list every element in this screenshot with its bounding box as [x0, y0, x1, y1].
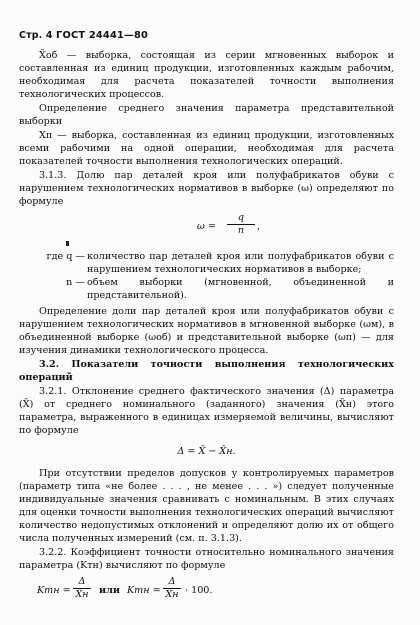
formula-omega: [19, 212, 394, 242]
definition-n-symbol: n —: [66, 277, 85, 288]
definition-n: [19, 276, 394, 302]
paragraph-sample-xp: Xп — выборка, составленная из единиц продукции, изготовленных всеми рабочими на одной операции, необходимая для расчета показателей точности выполнения технологических операций.: [19, 130, 394, 167]
formula-k-denominator: X̄н: [75, 589, 89, 600]
formula-k-fraction2: [163, 576, 181, 601]
paragraph-definition-heading: Определение среднего значения параметра представительной выборки: [19, 103, 394, 127]
formula-k: [19, 576, 394, 606]
paragraph-3-1-3: 3.1.3. Долю пар деталей кроя или полуфабрикатов обуви с нарушением технологических нормативов в выборке (ω) определяют по формуле: [19, 170, 394, 207]
paragraph-sample-vob: X̄об — выборка, состоящая из серии мгновенных выборок и составленная из единиц продукции, изготовленных каждым рабочим, необходимая для расчета показателей точности выполнения технологических процессов.: [19, 50, 394, 100]
formula-delta: Δ = X̄ − X̄н.: [177, 446, 236, 457]
definition-n-text: объем выборки (мгновенной, объединенной и представительной).: [87, 277, 394, 301]
page-number: Стр. 4: [19, 30, 53, 41]
paragraph-tolerance: При отсутствии пределов допусков у контролируемых параметров (параметр типа «не более . . . , не менее . . . ») следует полученные индивидуальные значения сравнивать с номинальным. В этих случаях для оценки точности выполнения технологических операций вычисляют количество недопустимых отклонений и определяют долю их от общего числа полученных измерений (см. п. 3.1.3).: [19, 468, 394, 544]
formula-omega-fraction: [227, 212, 255, 237]
definition-q-symbol: где q —: [46, 251, 85, 262]
paragraph-3-2-1: 3.2.1. Отклонение среднего фактического значения (Δ) параметра (X̄) от среднего номинального (заданного) значения (X̄н) этого параметра, выраженного в единицах измеряемой величины, вычисляют по формуле: [19, 386, 394, 436]
definition-q-text: количество пар деталей кроя или полуфабрикатов обуви с нарушением технологических нормативов в выборке;: [87, 251, 394, 275]
running-header: [19, 29, 148, 42]
formula-k-tail: · 100.: [185, 585, 213, 596]
definitions-list: [19, 250, 394, 302]
formula-k-fraction: [73, 576, 91, 601]
definition-q: [19, 250, 394, 276]
section-heading-3-2: 3.2. Показатели точности выполнения технологических операций: [19, 359, 394, 383]
formula-k2-numerator: Δ: [163, 576, 181, 589]
formula-k-lhs2: Kтн =: [127, 585, 161, 596]
formula-omega-tail: ,: [257, 221, 261, 232]
formula-k-numerator: Δ: [73, 576, 91, 589]
paragraph-3-2-2: 3.2.2. Коэффициент точности относительно номинального значения параметра (Kтн) вычисляют по формуле: [19, 547, 394, 571]
standard-number: ГОСТ 24441—80: [56, 30, 149, 41]
formula-omega-numerator: q: [227, 212, 255, 225]
page-body: [19, 49, 394, 606]
formula-k-or: или: [99, 585, 120, 596]
paragraph-definition-omega: Определение доли пар деталей кроя или полуфабрикатов обуви с нарушением технологических нормативов в мгновенной выборке (ωм), в объединенной выборке (ωоб) и представительной выборке (ωп) — для изучения динамики технологического процесса.: [19, 306, 394, 356]
formula-omega-denominator: n: [237, 225, 245, 236]
formula-omega-lhs: ω =: [197, 221, 216, 232]
formula-k-lhs: Kтн =: [37, 585, 71, 596]
formula-k2-denominator: X̄н: [165, 589, 179, 600]
